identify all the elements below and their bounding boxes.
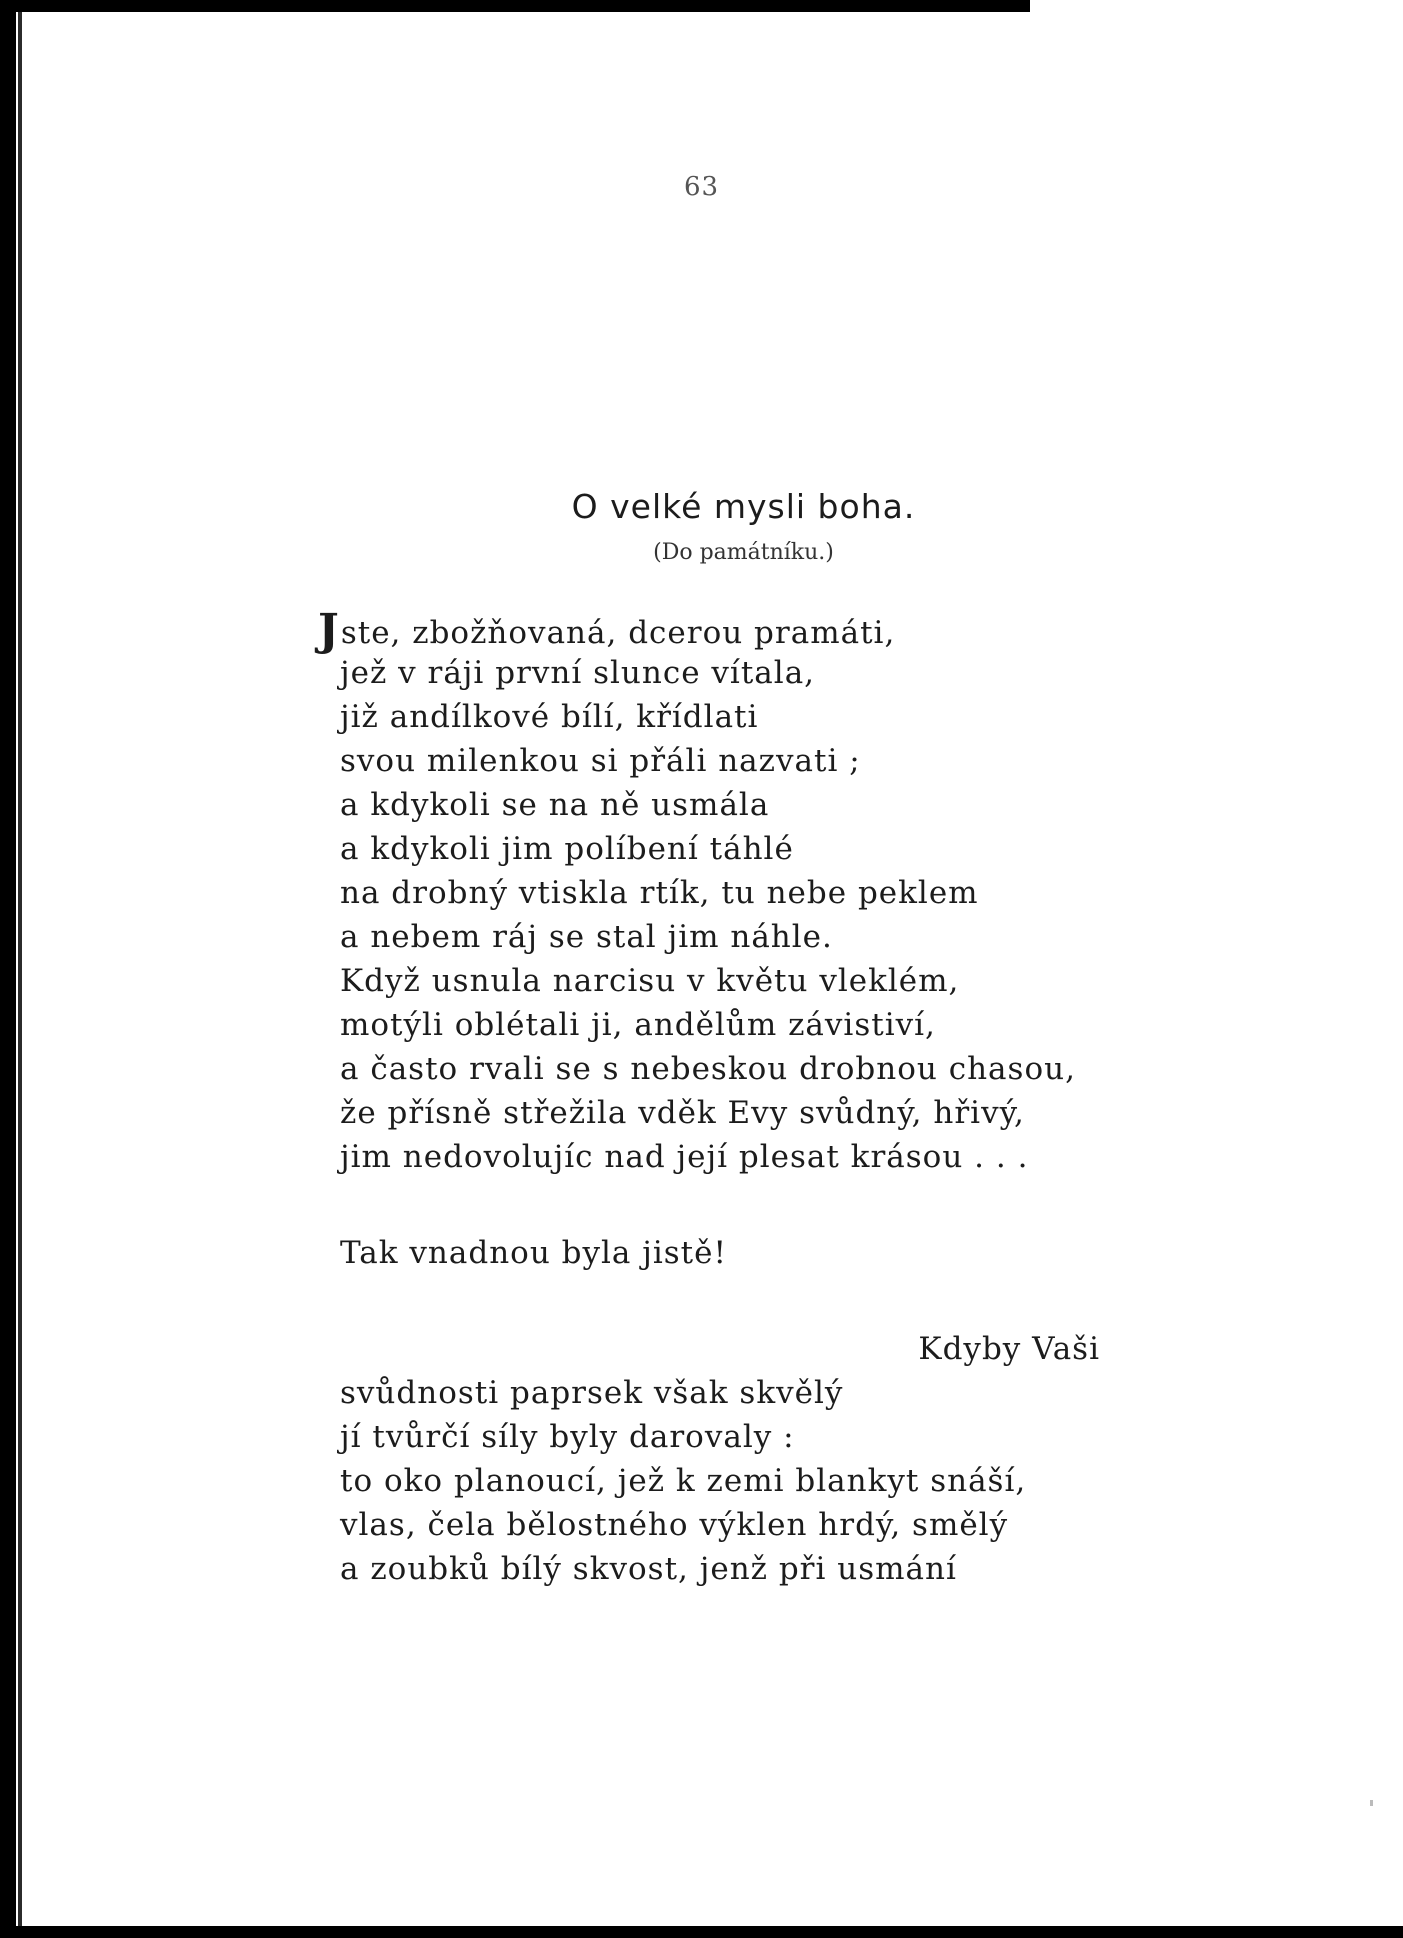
- stanza-gap: [340, 1275, 1100, 1327]
- poem-line: a často rvali se s nebeskou drobnou chasou,: [340, 1051, 1076, 1087]
- scan-border-bottom: [0, 1926, 1403, 1938]
- poem-line: již andílkové bílí, křídlati: [340, 699, 759, 735]
- poem-line: že přísně střežila vděk Evy svůdný, hřivý,: [340, 1095, 1025, 1131]
- poem-line: a nebem ráj se stal jim náhle.: [340, 919, 833, 955]
- poem-line: a kdykoli jim políbení táhlé: [340, 831, 794, 867]
- poem-subtitle: (Do památníku.): [653, 540, 834, 565]
- poem-line: svůdnosti paprsek však skvělý: [340, 1375, 844, 1411]
- poem-body: [318, 605, 1100, 1591]
- poem-line: vlas, čela bělostného výklen hrdý, smělý: [340, 1507, 1009, 1543]
- poem-line: to oko planoucí, jež k zemi blankyt snáší,: [340, 1463, 1027, 1499]
- poem-line-right: Kdyby Vaši: [918, 1331, 1100, 1367]
- poem-line: [318, 605, 1100, 656]
- decorative-initial: J: [318, 605, 340, 656]
- scan-dust-mark: [1370, 1800, 1373, 1806]
- poem-line: jež v ráji první slunce vítala,: [340, 655, 816, 691]
- stanza-gap: [340, 1179, 1100, 1231]
- poem-line: a zoubků bílý skvost, jenž při usmání: [340, 1551, 957, 1587]
- poem-title: O velké mysli boha.: [571, 487, 916, 526]
- scan-border-left-inner: [18, 12, 22, 1938]
- poem-line: Tak vnadnou byla jistě!: [340, 1235, 727, 1271]
- poem-line: a kdykoli se na ně usmála: [340, 787, 770, 823]
- poem-line: motýli oblétali ji, andělům závistiví,: [340, 1007, 936, 1043]
- poem-line: Když usnula narcisu v květu vleklém,: [340, 963, 960, 999]
- page-number: 63: [683, 172, 720, 202]
- scan-border-top: [0, 0, 1030, 12]
- scan-border-left: [0, 0, 16, 1938]
- poem-line-text: ste, zbožňovaná, dcerou pramáti,: [340, 615, 896, 651]
- poem-line: na drobný vtiskla rtík, tu nebe peklem: [340, 875, 979, 911]
- poem-line: jí tvůrčí síly byly darovaly :: [340, 1419, 795, 1455]
- poem-line: jim nedovolujíc nad její plesat krásou . . .: [340, 1139, 1029, 1175]
- poem-line: svou milenkou si přáli nazvati ;: [340, 743, 861, 779]
